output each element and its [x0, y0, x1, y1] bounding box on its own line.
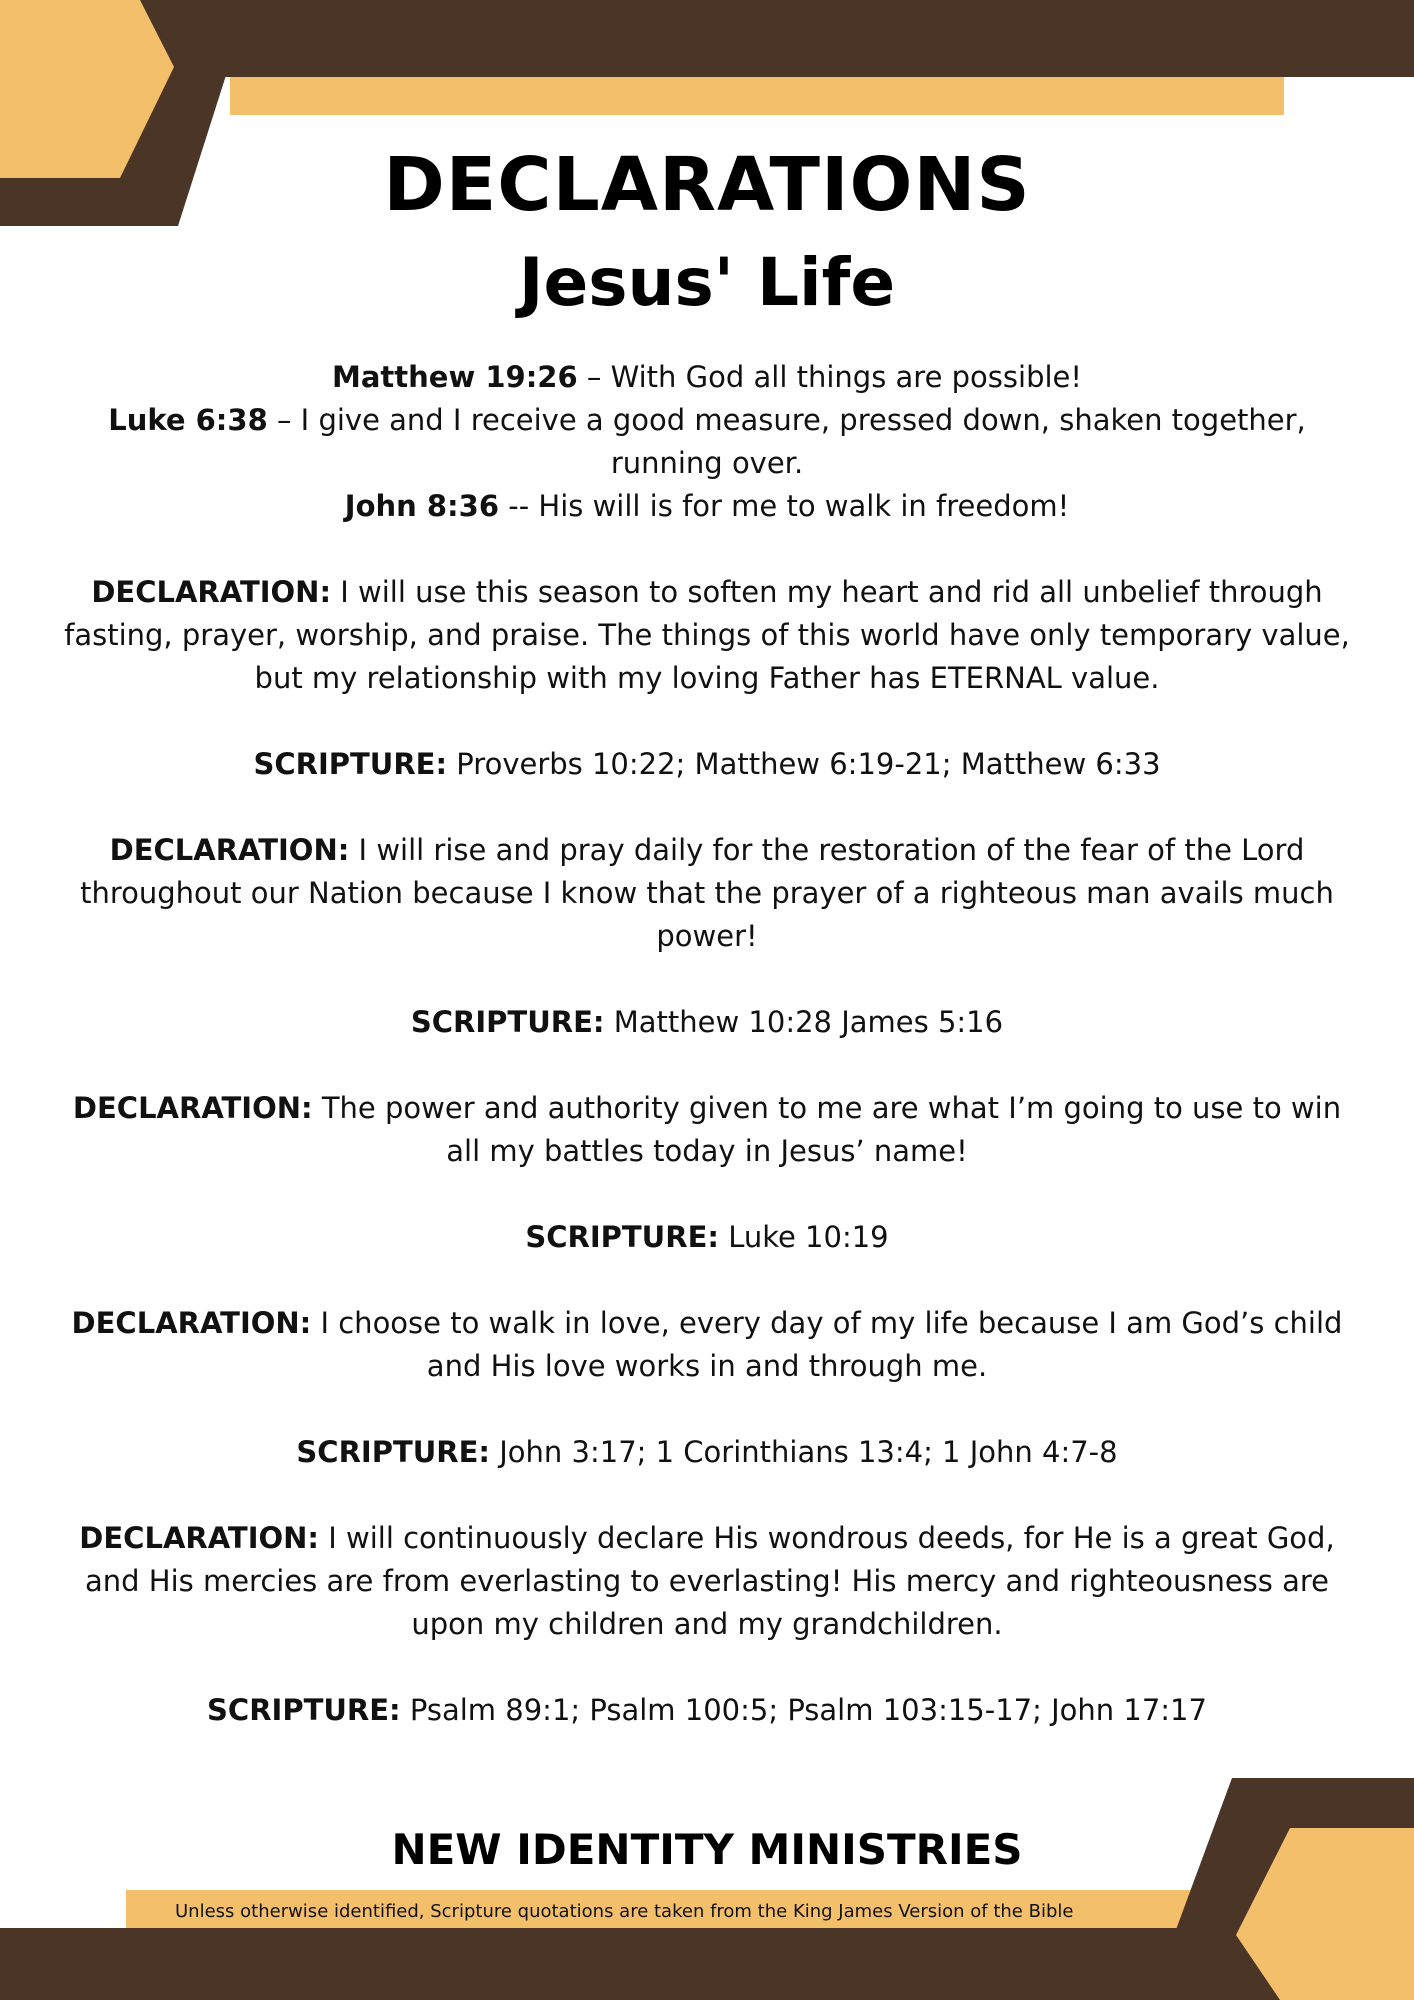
verse-line	[87, 485, 1327, 528]
verse-line	[87, 399, 1327, 485]
page-subtitle: Jesus' Life	[518, 244, 896, 321]
verse-text: – I give and I receive a good measure, pressed down, shaken together, running over.	[267, 403, 1306, 480]
scripture-line	[57, 1001, 1357, 1044]
scripture-text: Psalm 89:1; Psalm 100:5; Psalm 103:15-17; John 17:17	[400, 1693, 1207, 1727]
verse-reference: John 8:36	[344, 489, 500, 523]
declaration-label: DECLARATION:	[91, 575, 332, 609]
verse-reference: Luke 6:38	[108, 403, 268, 437]
declaration-label: DECLARATION:	[72, 1091, 313, 1125]
scripture-line	[57, 1216, 1357, 1259]
footer-note: Unless otherwise identified, Scripture quotations are taken from the King James Version of the Bible	[175, 1901, 1074, 1922]
scripture-label: SCRIPTURE:	[207, 1693, 401, 1727]
declaration-text: I will use this season to soften my heart and rid all unbelief through fasting, prayer, worship, and praise. The things of this world have only temporary value, but my relationship with my loving Father has ETERNAL value.	[64, 575, 1350, 695]
declaration-paragraph	[62, 571, 1352, 700]
declaration-paragraph	[62, 1302, 1352, 1388]
declaration-label: DECLARATION:	[79, 1521, 319, 1555]
scripture-label: SCRIPTURE:	[296, 1435, 491, 1469]
verse-text: -- His will is for me to walk in freedom!	[499, 489, 1070, 523]
declaration-label: DECLARATION:	[71, 1306, 312, 1340]
declaration-paragraph	[62, 1087, 1352, 1173]
scripture-label: SCRIPTURE:	[525, 1220, 719, 1254]
scripture-line	[57, 743, 1357, 786]
scripture-text: Proverbs 10:22; Matthew 6:19-21; Matthew 6:33	[447, 747, 1161, 781]
scripture-label: SCRIPTURE:	[253, 747, 448, 781]
declaration-text: The power and authority given to me are what I’m going to use to win all my battles today in Jesus’ name!	[312, 1091, 1342, 1168]
scripture-line	[57, 1689, 1357, 1732]
verse-text: – With God all things are possible!	[577, 360, 1082, 394]
scripture-label: SCRIPTURE:	[410, 1005, 605, 1039]
verse-reference: Matthew 19:26	[331, 360, 578, 394]
declaration-paragraph	[62, 829, 1352, 958]
scripture-text: Luke 10:19	[718, 1220, 889, 1254]
declaration-text: I will rise and pray daily for the restoration of the fear of the Lord throughout our Nation because I know that the prayer of a righteous man avails much power!	[80, 833, 1334, 953]
ministry-name: NEW IDENTITY MINISTRIES	[391, 1825, 1023, 1874]
declaration-paragraph	[62, 1517, 1352, 1646]
scripture-text: Matthew 10:28 James 5:16	[604, 1005, 1004, 1039]
top-gold-stripe	[230, 77, 1284, 115]
declaration-text: I choose to walk in love, every day of my life because I am God’s child and His love works in and through me.	[311, 1306, 1343, 1383]
verse-line	[87, 356, 1327, 399]
declaration-text: I will continuously declare His wondrous deeds, for He is a great God, and His mercies are from everlasting to everlasting! His mercy and righteousness are upon my children and my grandchildren.	[84, 1521, 1335, 1641]
main-content	[0, 356, 1414, 1775]
page-title: DECLARATIONS	[383, 142, 1031, 228]
declaration-label: DECLARATION:	[109, 833, 350, 867]
scripture-text: John 3:17; 1 Corinthians 13:4; 1 John 4:7-8	[490, 1435, 1118, 1469]
scripture-line	[57, 1431, 1357, 1474]
verse-list	[87, 356, 1327, 528]
